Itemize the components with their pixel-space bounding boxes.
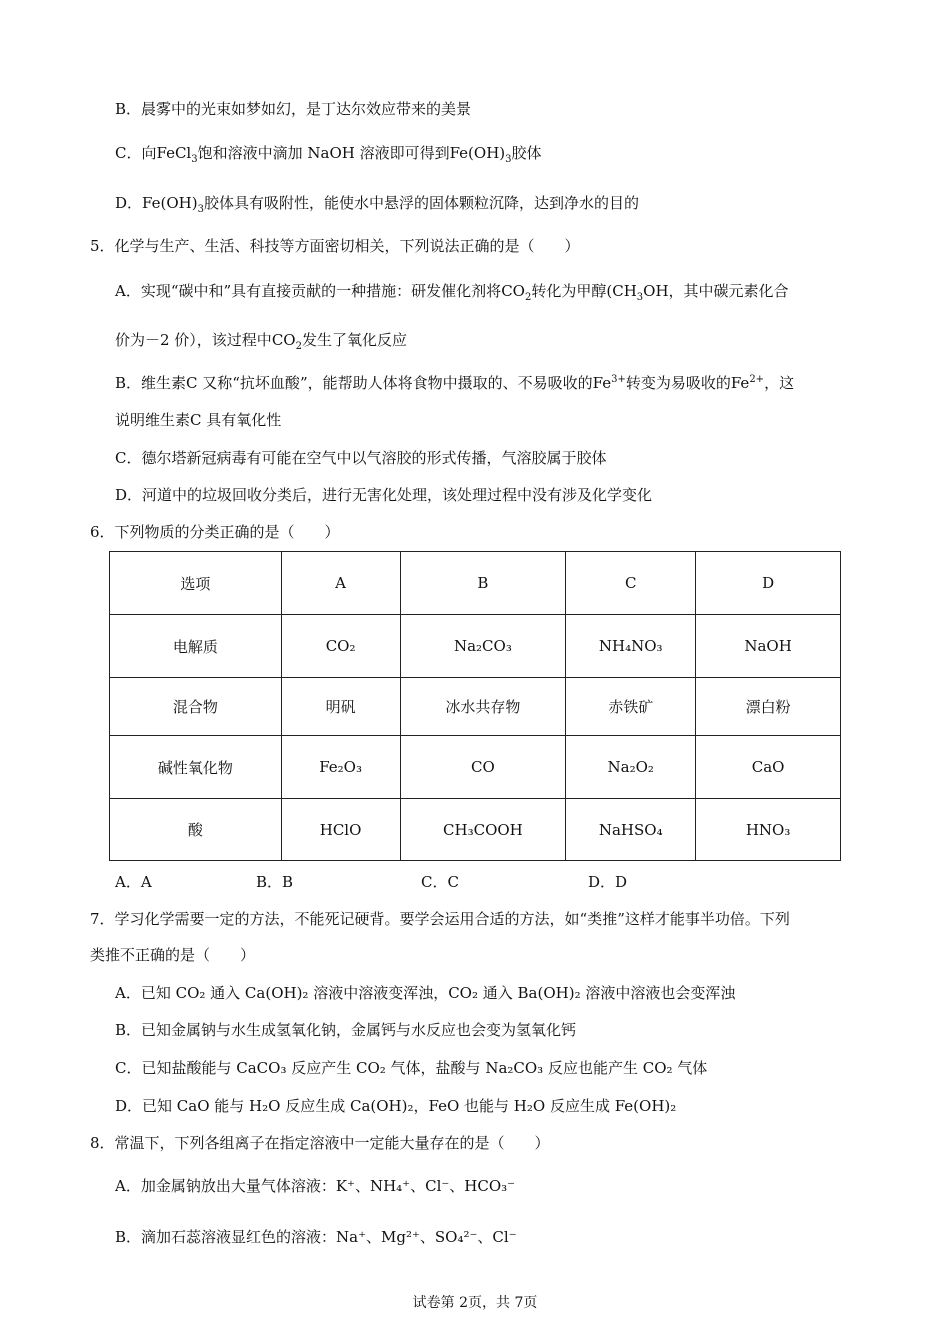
table-cell: Na₂CO₃ [400, 615, 566, 678]
table-cell: 冰水共存物 [400, 678, 566, 736]
table-cell: 电解质 [110, 615, 282, 678]
co2-formula: $CO_2$ [501, 282, 532, 303]
q4-c-suffix: 胶体 [511, 144, 542, 162]
q7-stem-line1: 7．学习化学需要一定的方法，不能死记硬背。要学会运用合适的方法，如“类推”这样才能事半功倍。下列 [90, 910, 790, 928]
table-cell: 混合物 [110, 678, 282, 736]
table-cell: 漂白粉 [696, 678, 841, 736]
table-header-row [110, 552, 841, 615]
table-cell: HClO [281, 799, 400, 861]
q7-stem-line2: 类推不正确的是（ ） [90, 946, 256, 964]
q4-d-prefix: D． [115, 194, 143, 212]
table-cell: 酸 [110, 799, 282, 861]
fe3-ion: $Fe^{3+}$ [592, 374, 626, 392]
feoh3-formula: $Fe(OH)_3$ [449, 144, 512, 165]
q4-option-b: B．晨雾中的光束如梦如幻，是丁达尔效应带来的美景 [115, 100, 472, 118]
q6-choice-c: C．C [421, 873, 459, 891]
table-cell: CH₃COOH [400, 799, 566, 861]
q5-option-c: C．德尔塔新冠病毒有可能在空气中以气溶胶的形式传播，气溶胶属于胶体 [115, 449, 607, 467]
q4-option-c [115, 143, 542, 163]
q4-c-mid: 饱和溶液中滴加 NaOH 溶液即可得到 [197, 144, 450, 162]
q5-option-d: D．河道中的垃圾回收分类后，进行无害化处理，该处理过程中没有涉及化学变化 [115, 486, 653, 504]
table-row [110, 799, 841, 861]
q6-stem: 6．下列物质的分类正确的是（ ） [90, 523, 340, 541]
table-cell: CO₂ [281, 615, 400, 678]
q6-choice-d: D．D [588, 873, 628, 891]
q5-option-b-line2: 说明维生素C 具有氧化性 [115, 411, 282, 429]
header-cell: A [281, 552, 400, 615]
table-cell: Na₂O₂ [566, 736, 696, 799]
q6-choice-a: A．A [115, 873, 152, 891]
header-cell: B [400, 552, 566, 615]
table-row [110, 615, 841, 678]
q7-option-a: A．已知 CO₂ 通入 Ca(OH)₂ 溶液中溶液变浑浊，CO₂ 通入 Ba(OH)₂ 溶液中溶液也会变浑浊 [115, 984, 736, 1002]
table-cell: CO [400, 736, 566, 799]
table-row [110, 678, 841, 736]
table-cell: 赤铁矿 [566, 678, 696, 736]
table-cell: NaHSO₄ [566, 799, 696, 861]
feoh3-formula-d: $Fe(OH)_3$ [142, 194, 204, 215]
fe2-ion: $Fe^{2+}$ [730, 374, 765, 392]
table-cell: NH₄NO₃ [566, 615, 696, 678]
table-cell: HNO₃ [696, 799, 841, 861]
table-cell: NaOH [696, 615, 841, 678]
q4-c-prefix: C．向 [115, 144, 157, 162]
co2-formula-2: $CO_2$ [271, 331, 302, 352]
fecl3-formula: FeCl$_3$ [156, 144, 198, 165]
table-cell: 碱性氧化物 [110, 736, 282, 799]
q8-stem: 8．常温下，下列各组离子在指定溶液中一定能大量存在的是（ ） [90, 1134, 550, 1152]
table-row [110, 736, 841, 799]
q5-option-a-line1: A．实现“碳中和”具有直接贡献的一种措施：研发催化剂将$CO_2$转化为甲醇($CH_3OH$，其中碳元素化合 [115, 282, 789, 303]
q5-stem: 5．化学与生产、生活、科技等方面密切相关，下列说法正确的是（ ） [90, 237, 580, 255]
table-cell: CaO [696, 736, 841, 799]
q7-option-d: D．已知 CaO 能与 H₂O 反应生成 Ca(OH)₂，FeO 也能与 H₂O 反应生成 Fe(OH)₂ [115, 1097, 677, 1115]
header-cell: C [566, 552, 696, 615]
classification-table [109, 551, 841, 861]
q7-option-c: C．已知盐酸能与 CaCO₃ 反应产生 CO₂ 气体，盐酸与 Na₂CO₃ 反应也能产生 CO₂ 气体 [115, 1059, 708, 1077]
q8-option-b: B．滴加石蕊溶液显红色的溶液：Na⁺、Mg²⁺、SO₄²⁻、Cl⁻ [115, 1228, 517, 1246]
q5-option-a-line2: 价为－2 价），该过程中$CO_2$发生了氧化反应 [115, 331, 407, 352]
q4-option-d [115, 193, 639, 213]
page-footer: 试卷第 2页，共 7页 [412, 1295, 538, 1311]
q8-option-a: A．加金属钠放出大量气体溶液：K⁺、NH₄⁺、Cl⁻、HCO₃⁻ [115, 1177, 516, 1195]
q6-choice-b: B．B [256, 873, 294, 891]
table-cell: 明矾 [281, 678, 400, 736]
q5-option-b-line1: B．维生素C 又称“抗坏血酸”，能帮助人体将食物中摄取的、不易吸收的$Fe^{3+}$转变为易吸收的$Fe^{2+}$，这 [115, 374, 795, 392]
header-cell: 选项 [110, 552, 282, 615]
ch3oh-formula: ($CH_3OH$ [606, 282, 669, 303]
q4-d-suffix: 胶体具有吸附性，能使水中悬浮的固体颗粒沉降，达到净水的目的 [203, 194, 639, 212]
q7-option-b: B．已知金属钠与水生成氢氧化钠，金属钙与水反应也会变为氢氧化钙 [115, 1021, 577, 1039]
header-cell: D [696, 552, 841, 615]
table-cell: Fe₂O₃ [281, 736, 400, 799]
